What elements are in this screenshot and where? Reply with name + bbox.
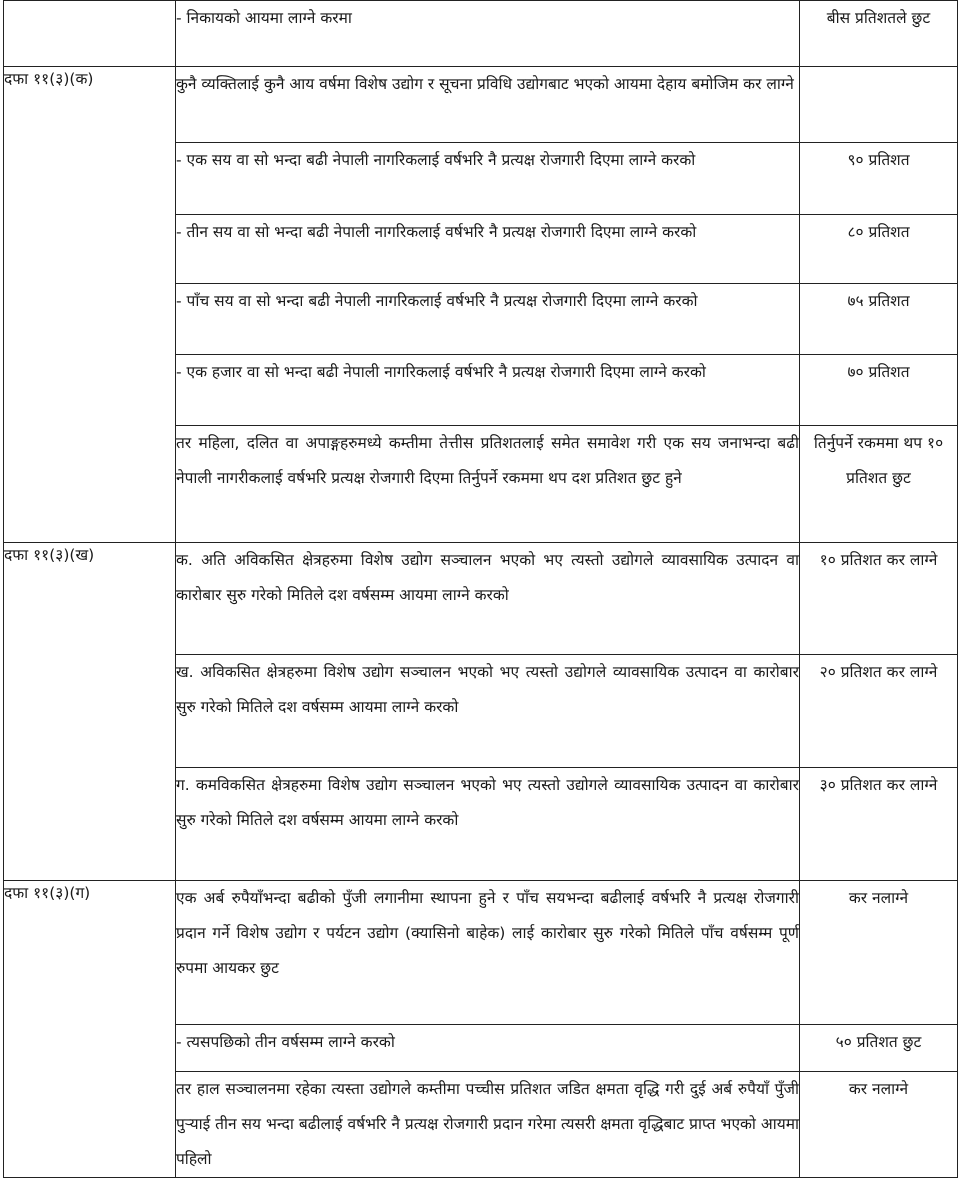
description-cell: - निकायको आयमा लाग्ने करमा	[176, 1, 800, 67]
table-row	[4, 881, 958, 1025]
rate-cell: बीस प्रतिशतले छुट	[800, 1, 958, 67]
rate-cell	[800, 67, 958, 143]
rate-cell: २० प्रतिशत कर लाग्ने	[800, 655, 958, 768]
rate-cell: ७५ प्रतिशत	[800, 284, 958, 355]
description-cell: एक अर्ब रुपैयाँभन्दा बढीको पुँजी लगानीमा स्थापना हुने र पाँच सयभन्दा बढीलाई वर्षभरि नै प्रत्यक्ष रोजगारी प्रदान गर्ने विशेष उद्योग र पर्यटन उद्योग (क्यासिनो बाहेक) लाई कारोबार सुरु गरेको मितिले पाँच वर्षसम्म पूर्ण रुपमा आयकर छुट	[176, 881, 800, 1025]
tax-exemption-table	[3, 0, 958, 1178]
section-cell: दफा ११(३)(क)	[4, 67, 176, 543]
description-cell: क. अति अविकसित क्षेत्रहरुमा विशेष उद्योग सञ्चालन भएको भए त्यस्तो उद्योगले व्यावसायिक उत्पादन वा कारोबार सुरु गरेको मितिले दश वर्षसम्म आयमा लाग्ने करको	[176, 543, 800, 655]
description-cell: - त्यसपछिको तीन वर्षसम्म लाग्ने करको	[176, 1025, 800, 1072]
rate-cell: ९० प्रतिशत	[800, 143, 958, 215]
description-cell: कुनै व्यक्तिलाई कुनै आय वर्षमा विशेष उद्योग र सूचना प्रविधि उद्योगबाट भएको आयमा देहाय बमोजिम कर लाग्ने	[176, 67, 800, 143]
rate-cell: १० प्रतिशत कर लाग्ने	[800, 543, 958, 655]
section-cell	[4, 1, 176, 67]
description-cell: ख. अविकसित क्षेत्रहरुमा विशेष उद्योग सञ्चालन भएको भए त्यस्तो उद्योगले व्यावसायिक उत्पादन वा कारोबार सुरु गरेको मितिले दश वर्षसम्म आयमा लाग्ने करको	[176, 655, 800, 768]
description-cell: - एक हजार वा सो भन्दा बढी नेपाली नागरिकलाई वर्षभरि नै प्रत्यक्ष रोजगारी दिएमा लाग्ने करको	[176, 355, 800, 426]
rate-cell: कर नलाग्ने	[800, 1072, 958, 1178]
rate-cell: ५० प्रतिशत छुट	[800, 1025, 958, 1072]
description-cell: तर हाल सञ्चालनमा रहेका त्यस्ता उद्योगले कम्तीमा पच्चीस प्रतिशत जडित क्षमता वृद्धि गरी दुई अर्ब रुपैयाँ पुँजी पुऱ्याई तीन सय भन्दा बढीलाई वर्षभरि नै प्रत्यक्ष रोजगारी प्रदान गरेमा त्यसरी क्षमता वृद्धिबाट प्राप्त भएको आयमा पहिलो	[176, 1072, 800, 1178]
description-cell: - पाँच सय वा सो भन्दा बढी नेपाली नागरिकलाई वर्षभरि नै प्रत्यक्ष रोजगारी दिएमा लाग्ने करको	[176, 284, 800, 355]
section-cell: दफा ११(३)(ख)	[4, 543, 176, 881]
rate-cell: कर नलाग्ने	[800, 881, 958, 1025]
description-cell: ग. कमविकसित क्षेत्रहरुमा विशेष उद्योग सञ्चालन भएको भए त्यस्तो उद्योगले व्यावसायिक उत्पादन वा कारोबार सुरु गरेको मितिले दश वर्षसम्म आयमा लाग्ने करको	[176, 768, 800, 881]
description-cell: - तीन सय वा सो भन्दा बढी नेपाली नागरिकलाई वर्षभरि नै प्रत्यक्ष रोजगारी दिएमा लाग्ने करको	[176, 215, 800, 284]
table-row	[4, 67, 958, 143]
rate-cell: तिर्नुपर्ने रकममा थप १० प्रतिशत छुट	[800, 426, 958, 543]
description-cell: - एक सय वा सो भन्दा बढी नेपाली नागरिकलाई वर्षभरि नै प्रत्यक्ष रोजगारी दिएमा लाग्ने करको	[176, 143, 800, 215]
table-row	[4, 543, 958, 655]
table-row	[4, 1, 958, 67]
rate-cell: ३० प्रतिशत कर लाग्ने	[800, 768, 958, 881]
section-cell: दफा ११(३)(ग)	[4, 881, 176, 1178]
rate-cell: ८० प्रतिशत	[800, 215, 958, 284]
description-cell: तर महिला, दलित वा अपाङ्गहरुमध्ये कम्तीमा तेत्तीस प्रतिशतलाई समेत समावेश गरी एक सय जनाभन्दा बढी नेपाली नागरीकलाई वर्षभरि प्रत्यक्ष रोजगारी दिएमा तिर्नुपर्ने रकममा थप दश प्रतिशत छुट हुने	[176, 426, 800, 543]
rate-cell: ७० प्रतिशत	[800, 355, 958, 426]
